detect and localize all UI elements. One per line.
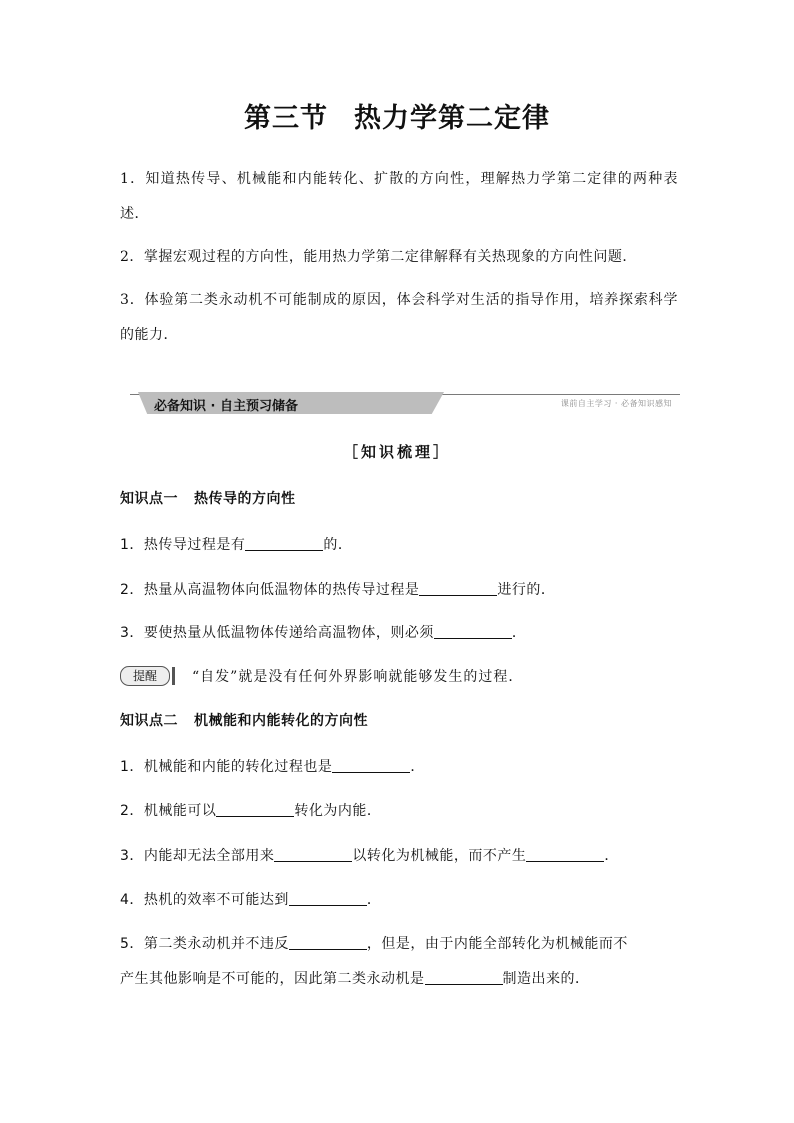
fill-blank-item (120, 845, 680, 865)
item-text: 1．热传导过程是有 (120, 537, 246, 553)
tip-text: “自发”就是没有任何外界影响就能够发生的过程． (192, 669, 524, 685)
item-text: 以转化为机械能，而不产生 (352, 848, 527, 864)
kp-title: 热传导的方向性 (194, 491, 296, 507)
kp-label: 知识点二 (120, 713, 178, 729)
item-text: 5．第二类永动机并不违反 (120, 936, 289, 952)
answer-blank[interactable] (274, 847, 352, 862)
item-text: 进行的． (497, 582, 556, 598)
answer-blank[interactable] (245, 536, 323, 551)
item-text: 3．要使热量从低温物体传递给高温物体，则必须 (120, 625, 434, 641)
answer-blank[interactable] (425, 970, 503, 985)
fill-blank-item (120, 933, 680, 953)
page-title (0, 96, 794, 135)
fill-blank-item (120, 889, 680, 909)
title-section-number: 第三节 (244, 103, 328, 134)
fill-blank-item (120, 756, 680, 776)
objective-item: 3．体验第二类永动机不可能制成的原因，体会科学对生活的指导作用，培养探索科学的能力． (120, 292, 678, 343)
fill-blank-item-continued (120, 968, 680, 988)
banner-subtitle: 课前自主学习 · 必备知识感知 (560, 399, 672, 408)
answer-blank[interactable] (434, 624, 512, 639)
item-text: 转化为内能． (294, 803, 382, 819)
answer-blank[interactable] (216, 802, 294, 817)
fill-blank-item (120, 579, 680, 599)
kp-title: 机械能和内能转化的方向性 (194, 713, 368, 729)
knowledge-point-heading (120, 488, 680, 508)
answer-blank[interactable] (526, 847, 604, 862)
fill-blank-item (120, 622, 680, 642)
item-text: 产生其他影响是不可能的，因此第二类永动机是 (120, 971, 425, 987)
item-text: ． (511, 625, 527, 641)
item-text: ，但是，由于内能全部转化为机械能而不 (366, 936, 628, 952)
objective-item: 1．知道热传导、机械能和内能转化、扩散的方向性，理解热力学第二定律的两种表述． (120, 171, 678, 222)
item-text: ． (366, 892, 382, 908)
banner-title: 必备知识 · 自主预习储备 (154, 399, 298, 414)
fill-blank-item (120, 800, 680, 820)
objective-item: 2．掌握宏观过程的方向性，能用热力学第二定律解释有关热现象的方向性问题． (120, 249, 637, 265)
item-text: 3．内能却无法全部用来 (120, 848, 275, 864)
knowledge-point-heading (120, 710, 680, 730)
tip-badge: 提醒 (120, 666, 170, 686)
answer-blank[interactable] (289, 935, 367, 950)
section-heading: ［知识梳理］ (342, 443, 451, 461)
answer-blank[interactable] (419, 581, 497, 596)
section-banner (120, 392, 680, 416)
tip-bar (172, 667, 175, 685)
item-text: 制造出来的． (502, 971, 590, 987)
item-text: 1．机械能和内能的转化过程也是 (120, 759, 333, 775)
item-text: 的． (323, 537, 353, 553)
item-text: 4．热机的效率不可能达到 (120, 892, 289, 908)
item-text: 2．机械能可以 (120, 803, 217, 819)
fill-blank-item (120, 534, 680, 554)
item-text: 2．热量从高温物体向低温物体的热传导过程是 (120, 582, 420, 598)
title-text: 热力学第二定律 (354, 103, 550, 134)
tip-note (120, 665, 680, 687)
item-text: ． (410, 759, 425, 775)
kp-label: 知识点一 (120, 491, 178, 507)
item-text: ． (604, 848, 619, 864)
learning-objectives (120, 162, 678, 361)
answer-blank[interactable] (289, 891, 367, 906)
answer-blank[interactable] (332, 758, 410, 773)
